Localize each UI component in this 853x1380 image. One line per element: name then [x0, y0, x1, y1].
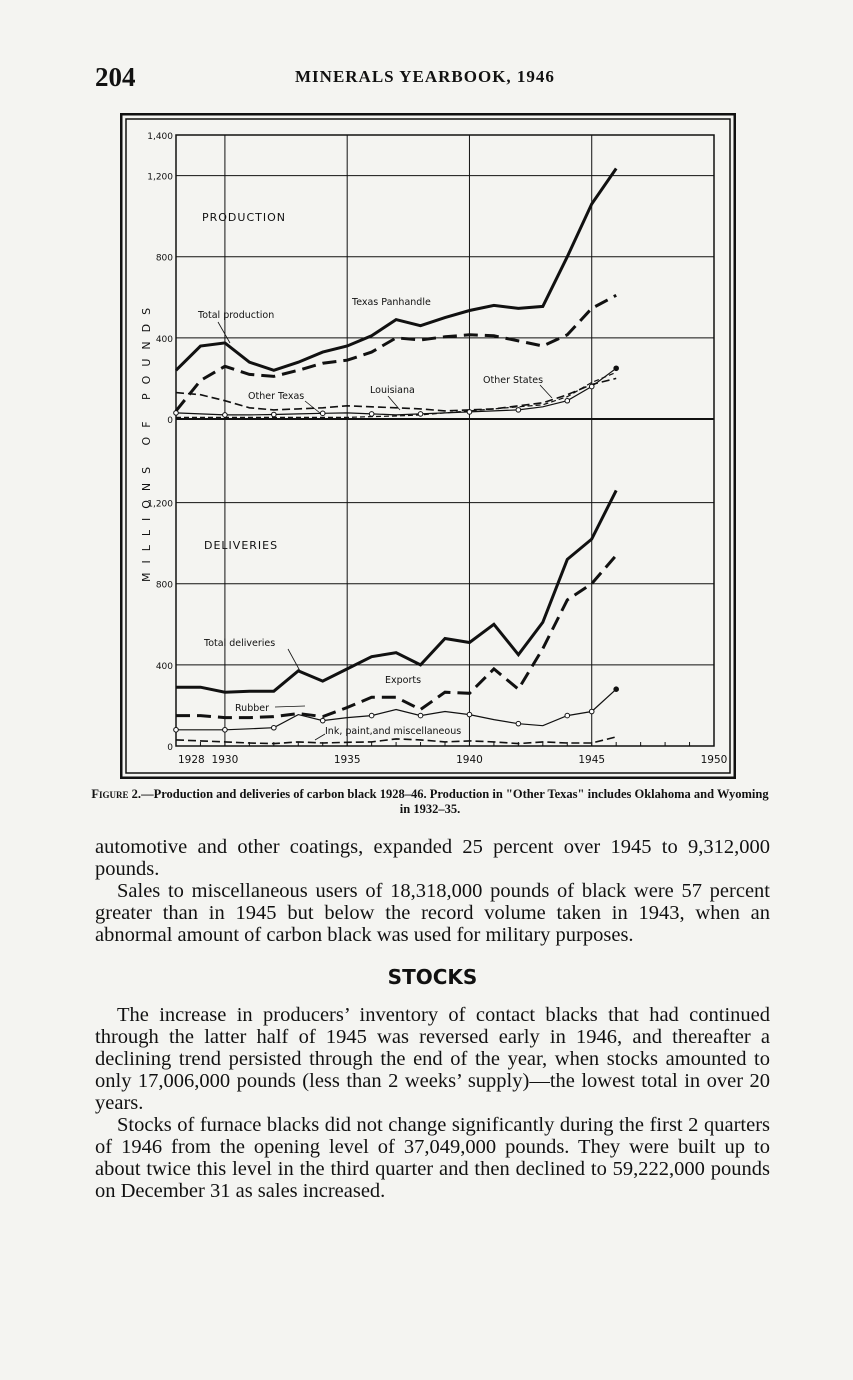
- paragraph-4: Stocks of furnace blacks did not change significantly during the first 2 quarters of 1946 from the opening level of 37,049,000 pounds. They were built up to about twice this level in the third quarter and then declined to 59,222,000 pounds on December 31 as sales increased.: [95, 1114, 770, 1202]
- running-title: MINERALS YEARBOOK, 1946: [295, 67, 555, 86]
- label-ink-paint-misc: Ink, paint,and miscellaneous: [325, 726, 462, 737]
- body-text-bottom: [95, 1004, 770, 1202]
- x-tick-label: 1950: [700, 754, 728, 766]
- label-other-texas: Other Texas: [248, 391, 305, 402]
- production-point-other-states: [223, 413, 228, 418]
- plot-area-border: [176, 135, 714, 746]
- paragraph-1: automotive and other coatings, expanded 25 percent over 1945 to 9,312,000 pounds.: [95, 836, 770, 880]
- paragraph-2: Sales to miscellaneous users of 18,318,000 pounds of black were 57 percent greater than in 1945 but below the record volume taken in 1943, when an abnormal amount of carbon black was used for military purposes.: [95, 880, 770, 946]
- deliveries-series-exports: [176, 555, 616, 717]
- label-exports: Exports: [385, 675, 422, 686]
- deliveries-point-ink-paint-and-miscellaneous: [418, 713, 423, 718]
- deliveries-point-ink-paint-and-miscellaneous: [467, 712, 472, 717]
- deliveries-panel-title: DELIVERIES: [204, 539, 279, 552]
- x-tick-label: 1930: [211, 754, 239, 766]
- production-point-other-states: [614, 366, 619, 371]
- chart-marks: [174, 169, 619, 744]
- label-rubber: Rubber: [235, 703, 270, 714]
- production-series-total-production: [176, 169, 616, 371]
- deliveries-point-ink-paint-and-miscellaneous: [516, 721, 521, 726]
- page-header: [95, 62, 775, 92]
- y-tick-label: 1,200: [147, 499, 173, 510]
- x-tick-label: 1935: [333, 754, 361, 766]
- label-total-production: Total production: [198, 310, 275, 321]
- production-point-other-states: [320, 411, 325, 416]
- caption-text: —Production and deliveries of carbon black 1928–46. Production in "Other Texas" includes Oklahoma and Wyoming in 1932–35.: [141, 787, 769, 816]
- label-other-states: Other States: [483, 375, 544, 386]
- y-tick-label: 800: [155, 253, 173, 264]
- y-axis-title: MILLIONS OF POUNDS: [140, 298, 153, 583]
- deliveries-point-ink-paint-and-miscellaneous: [614, 687, 619, 692]
- carbon-black-chart: [120, 113, 736, 779]
- production-point-other-states: [516, 408, 521, 413]
- body-text-top: [95, 836, 770, 946]
- section-heading: STOCKS: [387, 965, 478, 989]
- leader-other-texas: [305, 401, 320, 413]
- production-point-other-states: [467, 410, 472, 415]
- leader-rubber: [275, 706, 305, 707]
- label-texas-panhandle: Texas Panhandle: [352, 297, 431, 308]
- deliveries-point-ink-paint-and-miscellaneous: [320, 718, 325, 723]
- label-total-deliveries: Total deliveries: [204, 638, 276, 649]
- deliveries-point-ink-paint-and-miscellaneous: [369, 713, 374, 718]
- deliveries-series-total-deliveries: [176, 490, 616, 692]
- y-tick-label: 0: [167, 743, 173, 753]
- y-tick-label: 1,400: [147, 132, 173, 142]
- production-point-other-states: [272, 412, 277, 417]
- y-tick-label: 400: [155, 334, 173, 345]
- caption-label: Figure 2.: [91, 787, 142, 801]
- chart-grid: [176, 135, 714, 746]
- deliveries-point-ink-paint-and-miscellaneous: [174, 727, 179, 732]
- y-tick-label: 800: [155, 580, 173, 591]
- production-point-other-states: [174, 411, 179, 416]
- x-tick-label: 1928: [178, 754, 205, 766]
- figure-caption: [90, 787, 770, 817]
- figure-chart: [120, 113, 736, 779]
- production-point-other-states: [369, 412, 374, 417]
- production-point-other-states: [418, 412, 423, 417]
- y-tick-label: 400: [155, 661, 173, 672]
- deliveries-point-ink-paint-and-miscellaneous: [223, 727, 228, 732]
- leader-other-states: [540, 385, 552, 398]
- production-point-other-states: [589, 384, 594, 389]
- deliveries-point-ink-paint-and-miscellaneous: [272, 725, 277, 730]
- production-panel-title: PRODUCTION: [202, 211, 286, 224]
- production-point-other-states: [565, 398, 570, 403]
- page-number: 204: [95, 62, 136, 92]
- y-tick-label: 0: [167, 416, 173, 426]
- deliveries-point-ink-paint-and-miscellaneous: [565, 713, 570, 718]
- chart-labels: [140, 132, 727, 766]
- deliveries-point-ink-paint-and-miscellaneous: [589, 709, 594, 714]
- leader-ink-paint-misc: [315, 734, 325, 740]
- label-louisiana: Louisiana: [370, 385, 415, 396]
- leader-total-production: [218, 322, 230, 343]
- x-tick-label: 1940: [456, 754, 483, 766]
- leader-total-deliveries: [288, 649, 300, 671]
- y-tick-label: 1,200: [147, 172, 173, 183]
- paragraph-3: The increase in producers’ inventory of contact blacks that had continued through the latter half of 1945 was reversed early in 1946, and thereafter a declining trend persisted through the end of the year, when stocks amounted to only 17,006,000 pounds (less than 2 weeks’ supply)—the lowest total in over 20 years.: [95, 1004, 770, 1114]
- x-tick-label: 1945: [578, 754, 606, 766]
